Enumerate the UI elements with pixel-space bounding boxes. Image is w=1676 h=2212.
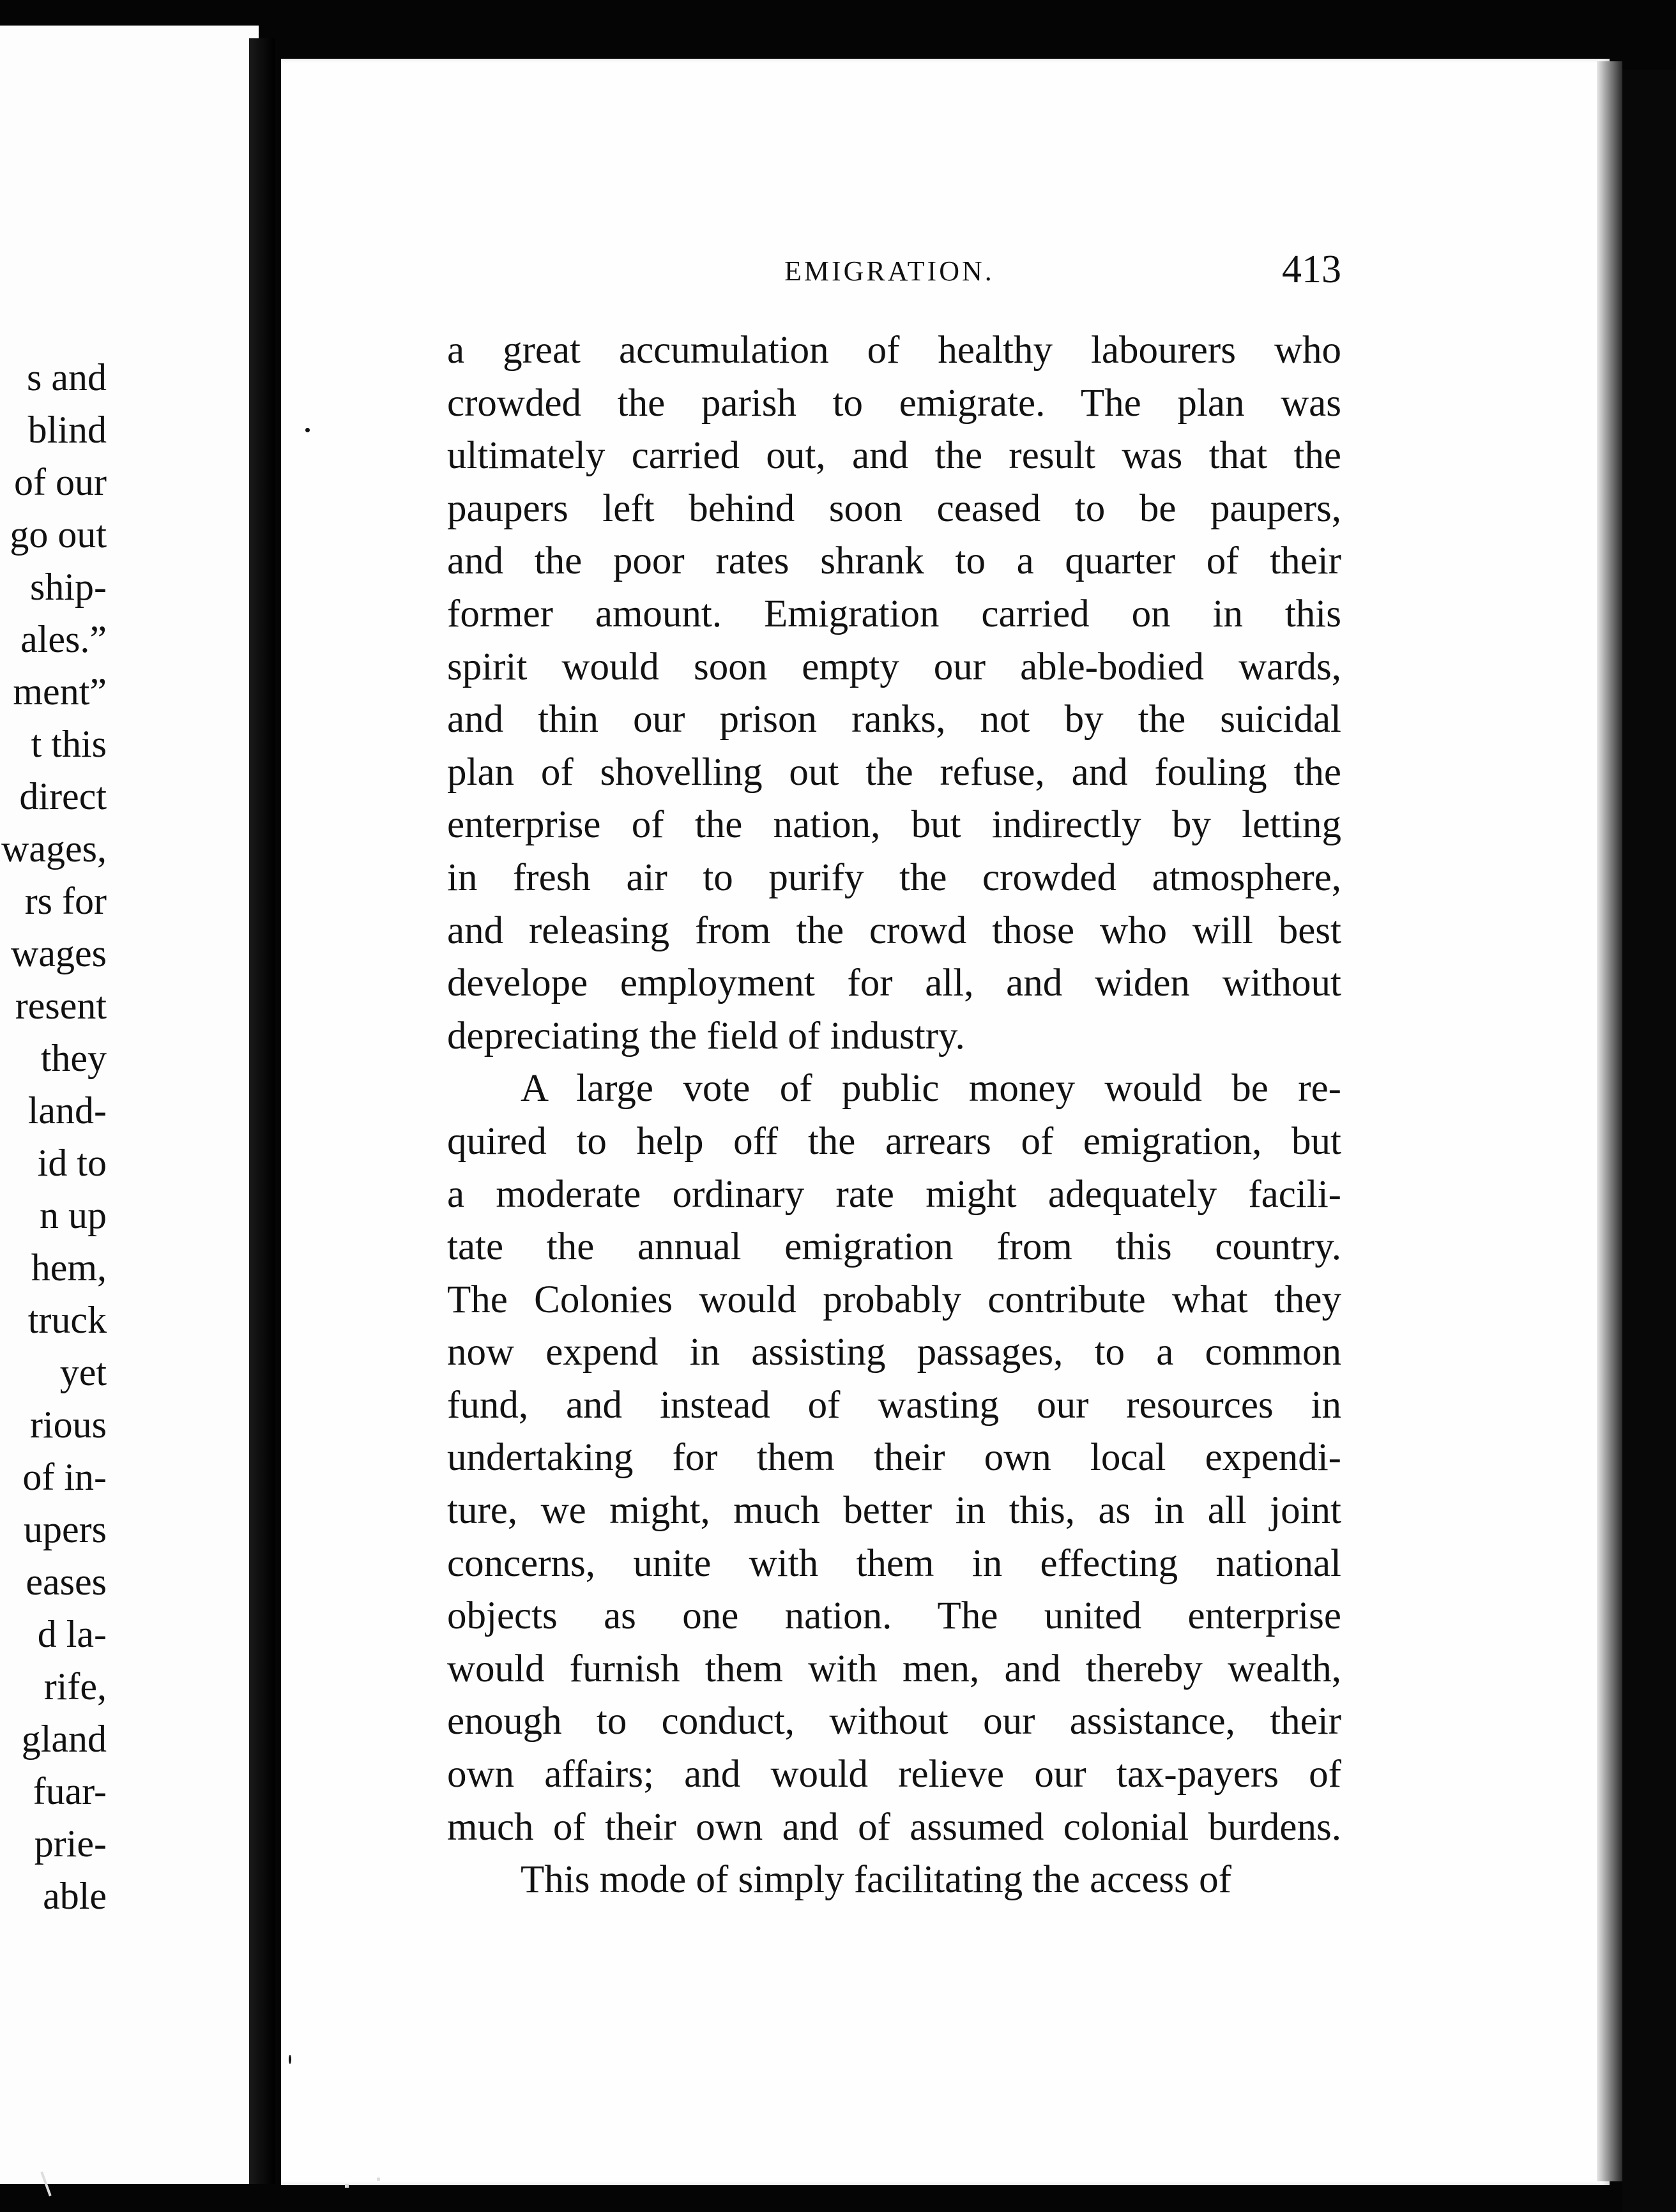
- body-line: quired to help off the arrears of emigration, but: [447, 1119, 1341, 1163]
- left-page-line: fuar-: [33, 1770, 107, 1812]
- body-line: tate the annual emigration from this country.: [447, 1225, 1341, 1269]
- body-line: enough to conduct, without our assistance, their: [447, 1700, 1341, 1743]
- body-line: plan of shovelling out the refuse, and fouling the: [447, 750, 1341, 794]
- left-page-line: wages,: [1, 828, 107, 870]
- body-line: ultimately carried out, and the result was that the: [447, 434, 1341, 478]
- left-page-line: go out: [10, 513, 107, 556]
- left-page-line: gland: [21, 1718, 107, 1760]
- left-page-line: d la-: [37, 1613, 107, 1655]
- left-page-line: upers: [24, 1508, 107, 1550]
- speck: [305, 428, 310, 432]
- book-gutter: [249, 38, 275, 2184]
- left-page-line: ales.”: [20, 618, 107, 660]
- running-head-title: EMIGRATION.: [784, 255, 994, 287]
- body-line: fund, and instead of wasting our resources in: [447, 1383, 1341, 1427]
- left-page-line: of our: [14, 461, 107, 503]
- body-line: ture, we might, much better in this, as in all joint: [447, 1489, 1341, 1533]
- running-head: [447, 248, 1341, 297]
- left-page-line: rife,: [43, 1665, 107, 1708]
- left-facing-page: [0, 26, 259, 2184]
- left-page-line: direct: [19, 775, 107, 817]
- left-page-line: truck: [27, 1299, 107, 1341]
- bottom-scan-edge: [0, 2158, 1676, 2212]
- left-page-line: hem,: [31, 1246, 107, 1289]
- body-line: objects as one nation. The united enterprise: [447, 1595, 1341, 1638]
- body-line: concerns, unite with them in effecting national: [447, 1542, 1341, 1585]
- body-line: and the poor rates shrank to a quarter of their: [447, 540, 1341, 583]
- body-line: and thin our prison ranks, not by the suicidal: [447, 698, 1341, 741]
- left-page-line: blind: [27, 409, 107, 451]
- left-page-line: wages: [11, 932, 107, 974]
- left-page-line: n up: [40, 1194, 107, 1236]
- body-line: The Colonies would probably contribute what they: [447, 1278, 1341, 1321]
- left-page-line: yet: [59, 1351, 107, 1393]
- body-line: now expend in assisting passages, to a common: [447, 1331, 1341, 1374]
- body-line: a moderate ordinary rate might adequately facili-: [447, 1172, 1341, 1216]
- left-page-line: able: [43, 1875, 107, 1917]
- bottom-mark: [345, 2184, 349, 2188]
- body-text: [447, 324, 1341, 1907]
- page-edge-shadow: [1597, 61, 1622, 2181]
- page-number: 413: [1282, 248, 1341, 291]
- body-line: a great accumulation of healthy labourers who: [447, 329, 1341, 372]
- left-page-line: prie-: [34, 1822, 107, 1865]
- left-page-text: [1, 351, 107, 1922]
- speck: [289, 2055, 291, 2064]
- body-line: much of their own and of assumed colonial burdens.: [447, 1805, 1341, 1849]
- left-page-line: resent: [15, 985, 107, 1027]
- body-line: would furnish them with men, and thereby wealth,: [447, 1647, 1341, 1690]
- left-page-line: of in-: [22, 1456, 107, 1498]
- bottom-mark: [40, 2172, 51, 2197]
- body-line: in fresh air to purify the crowded atmosphere,: [447, 856, 1341, 899]
- body-line: This mode of simply facilitating the access of: [521, 1858, 1231, 1902]
- left-page-line: eases: [26, 1561, 107, 1603]
- left-page-line: they: [40, 1037, 107, 1079]
- left-page-line: s and: [27, 356, 107, 398]
- left-page-line: ship-: [30, 566, 107, 608]
- body-line: spirit would soon empty our able-bodied wards,: [447, 645, 1341, 688]
- left-page-line: rious: [30, 1404, 107, 1446]
- left-page-line: t this: [31, 723, 107, 765]
- body-line: former amount. Emigration carried on in this: [447, 592, 1341, 635]
- left-page-line: rs for: [24, 880, 107, 922]
- body-line: and releasing from the crowd those who will best: [447, 909, 1341, 952]
- body-line: develope employment for all, and widen without: [447, 962, 1341, 1005]
- left-page-line: ment”: [13, 670, 107, 713]
- left-page-line: id to: [37, 1142, 107, 1184]
- body-line: enterprise of the nation, but indirectly by letting: [447, 803, 1341, 847]
- left-page-line: land-: [27, 1089, 107, 1132]
- body-line: own affairs; and would relieve our tax-payers of: [447, 1753, 1341, 1796]
- body-line: crowded the parish to emigrate. The plan was: [447, 381, 1341, 425]
- bottom-mark: [377, 2178, 380, 2181]
- scan-border: [1622, 70, 1676, 2212]
- body-line: paupers left behind soon ceased to be paupers,: [447, 487, 1341, 530]
- body-line: A large vote of public money would be re-: [521, 1067, 1341, 1110]
- body-line: undertaking for them their own local expendi-: [447, 1436, 1341, 1480]
- body-line: depreciating the field of industry.: [447, 1014, 965, 1057]
